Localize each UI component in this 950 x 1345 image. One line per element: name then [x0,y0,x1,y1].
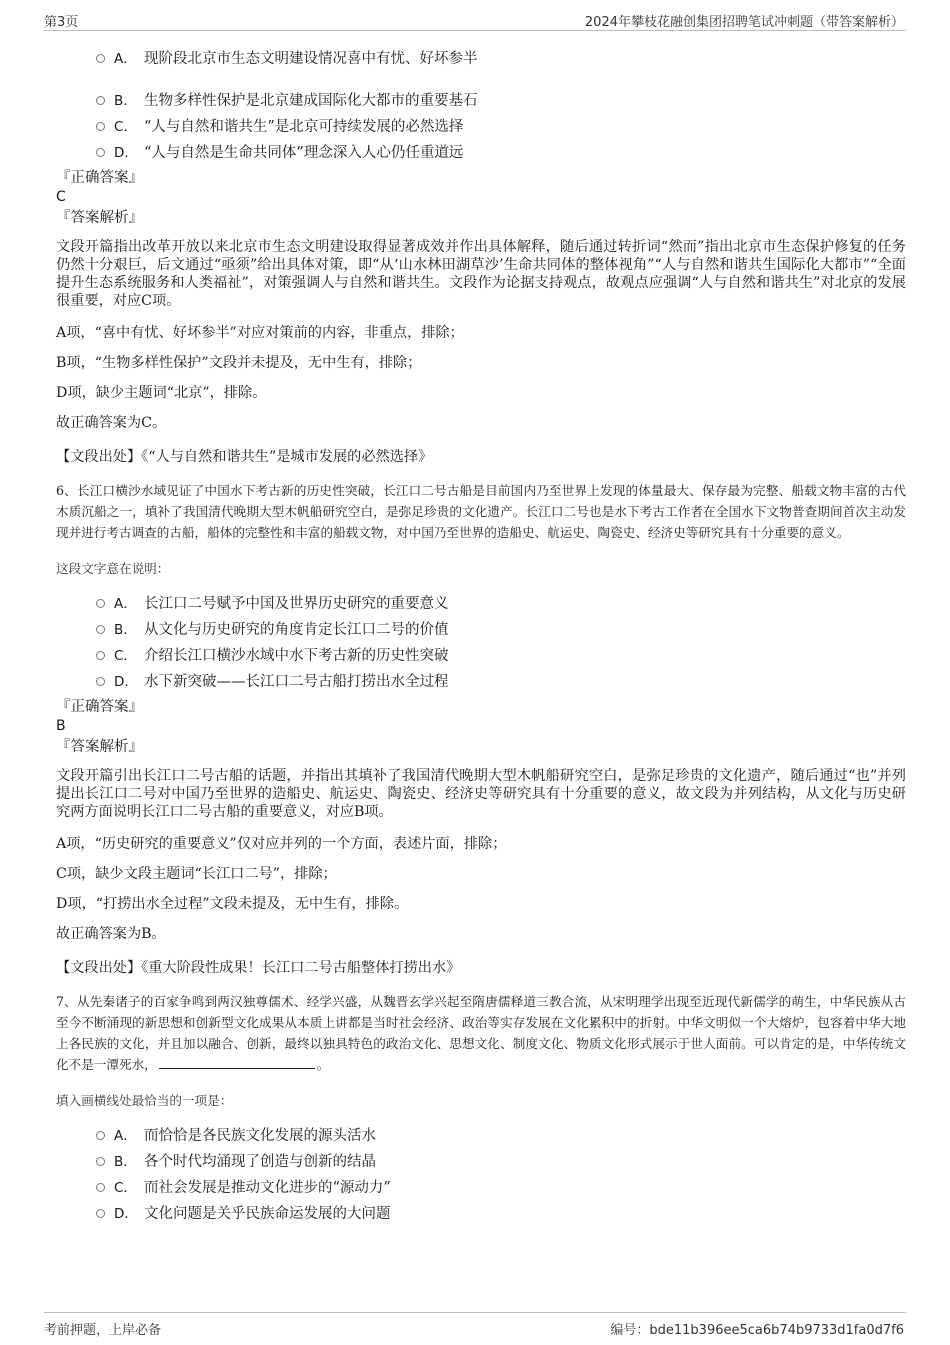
q6-answer: B [56,718,66,734]
radio-button[interactable] [96,54,105,63]
q5-analysis-line: D项，缺少主题词“北京”，排除。 [56,385,267,401]
q6-option-a[interactable]: A． 长江口二号赋予中国及世界历史研究的重要意义 [96,591,906,617]
q5-analysis-line: B项，“生物多样性保护”文段并未提及，无中生有，排除； [56,355,422,371]
footer-slogan: 考前押题，上岸必备 [44,1323,162,1338]
q5-analysis-line: A项，“喜中有忧、好坏参半”对应对策前的内容，非重点，排除； [56,325,464,341]
q6-option-b[interactable]: B． 从文化与历史研究的角度肯定长江口二号的价值 [96,617,906,643]
q5-options [96,46,906,166]
page-header [44,8,906,31]
radio-button[interactable] [96,1131,105,1140]
page-content [56,36,906,1227]
q5-option-c[interactable]: C． “人与自然和谐共生”是北京可持续发展的必然选择 [96,114,906,140]
q6-stem: 6、长江口横沙水域见证了中国水下考古新的历史性突破，长江口二号古船是目前国内乃至世界上发现的体量最大、保存最为完整、船载文物丰富的古代木质沉船之一，填补了我国清代晚期大型木帆船研究空白，是弥足珍贵的文化遗产。长江口二号也是水下考古工作者在全国水下文物普查期间首次主动发现并进行考古调查的古船，船体的完整性和丰富的船载文物，对中国乃至世界的造船史、航运史、陶瓷史、经济史等研究具有十分重要的意义。 [56,483,906,540]
document-code: 编号：bde11b396ee5ca6b74b9733d1fa0d7f6 [610,1323,904,1338]
document-title: 2024年攀枝花融创集团招聘笔试冲刺题（带答案解析） [584,15,904,30]
q6-option-d[interactable]: D． 水下新突破——长江口二号古船打捞出水全过程 [96,669,906,695]
radio-button[interactable] [96,148,105,157]
radio-button[interactable] [96,651,105,660]
q6-analysis-line: C项，缺少文段主题词“长江口二号”，排除； [56,866,337,882]
q5-answer: C [56,189,66,205]
q7-stem: 7、从先秦诸子的百家争鸣到两汉独尊儒术、经学兴盛，从魏晋玄学兴起至隋唐儒释道三教合流，从宋明理学出现至近现代新儒学的萌生，中华民族从古至今不断涌现的新思想和创新型文化成果从本质上讲都是当时社会经济、政治等实存发展在文化累积中的折射。中华文明似一个大熔炉，包容着中华大地上各民族的文化，并且加以融合、创新，最终以独具特色的政治文化、思想文化、制度文化、物质文化形式展示于世人面前。可以肯定的是，中华传统文化不是一潭死水， 。 [56,994,906,1072]
q5-option-a[interactable]: A． 现阶段北京市生态文明建设情况喜中有忧、好坏参半 [96,46,906,72]
q5-analysis: 文段开篇指出改革开放以来北京市生态文明建设取得显著成效并作出具体解释，随后通过转折词“然而”指出北京市生态保护修复的任务仍然十分艰巨，后文通过“亟须”给出具体对策，即“从‘山水林田湖草沙’生命共同体的整体视角”“人与自然和谐共生国际化大都市”“全面提升生态系统服务和人类福祉”，对策强调人与自然和谐共生。文段作为论据支持观点，故观点应强调“人与自然和谐共生”对北京的发展很重要，对应C项。 [56,239,906,309]
q5-conclusion: 故正确答案为C。 [56,415,167,431]
correct-answer-label: 『正确答案』 [56,699,143,715]
q6-analysis-line: D项，“打捞出水全过程”文段未提及，无中生有，排除。 [56,896,409,912]
q6-source: 【文段出处】《重大阶段性成果！长江口二号古船整体打捞出水》 [56,960,461,976]
radio-button[interactable] [96,677,105,686]
q6-analysis: 文段开篇引出长江口二号古船的话题，并指出其填补了我国清代晚期大型木帆船研究空白，是弥足珍贵的文化遗产，随后通过“也”并列提出长江口二号对中国乃至世界的造船史、航运史、陶瓷史、经济史等研究具有十分重要的意义，故文段为并列结构，从文化与历史研究两方面说明长江口二号古船的重要意义，对应B项。 [56,768,906,820]
q6-option-c[interactable]: C． 介绍长江口横沙水域中水下考古新的历史性突破 [96,643,906,669]
q7-prompt: 填入画横线处最恰当的一项是： [56,1093,233,1108]
q6-analysis-line: A项，“历史研究的重要意义”仅对应并列的一个方面，表述片面，排除； [56,836,507,852]
radio-button[interactable] [96,599,105,608]
q6-prompt: 这段文字意在说明： [56,561,170,576]
analysis-label: 『答案解析』 [56,739,143,755]
radio-button[interactable] [96,625,105,634]
q7-options [96,1123,906,1227]
q5-option-b[interactable]: B． 生物多样性保护是北京建成国际化大都市的重要基石 [96,88,906,114]
radio-button[interactable] [96,1183,105,1192]
correct-answer-label: 『正确答案』 [56,170,143,186]
q6-conclusion: 故正确答案为B。 [56,926,166,942]
q6-options [96,591,906,695]
q7-option-c[interactable]: C． 而社会发展是推动文化进步的“源动力” [96,1175,906,1201]
q5-option-d[interactable]: D． “人与自然是生命共同体”理念深入人心仍任重道远 [96,140,906,166]
page-footer [44,1312,906,1341]
radio-button[interactable] [96,96,105,105]
radio-button[interactable] [96,122,105,131]
radio-button[interactable] [96,1157,105,1166]
q7-option-b[interactable]: B． 各个时代均涌现了创造与创新的结晶 [96,1149,906,1175]
radio-button[interactable] [96,1209,105,1218]
analysis-label: 『答案解析』 [56,210,143,226]
q7-option-d[interactable]: D． 文化问题是关乎民族命运发展的大问题 [96,1201,906,1227]
page-number: 第3页 [44,15,79,30]
q7-option-a[interactable]: A． 而恰恰是各民族文化发展的源头活水 [96,1123,906,1149]
q5-source: 【文段出处】《“人与自然和谐共生”是城市发展的必然选择》 [56,449,433,465]
fill-blank [159,1056,315,1069]
